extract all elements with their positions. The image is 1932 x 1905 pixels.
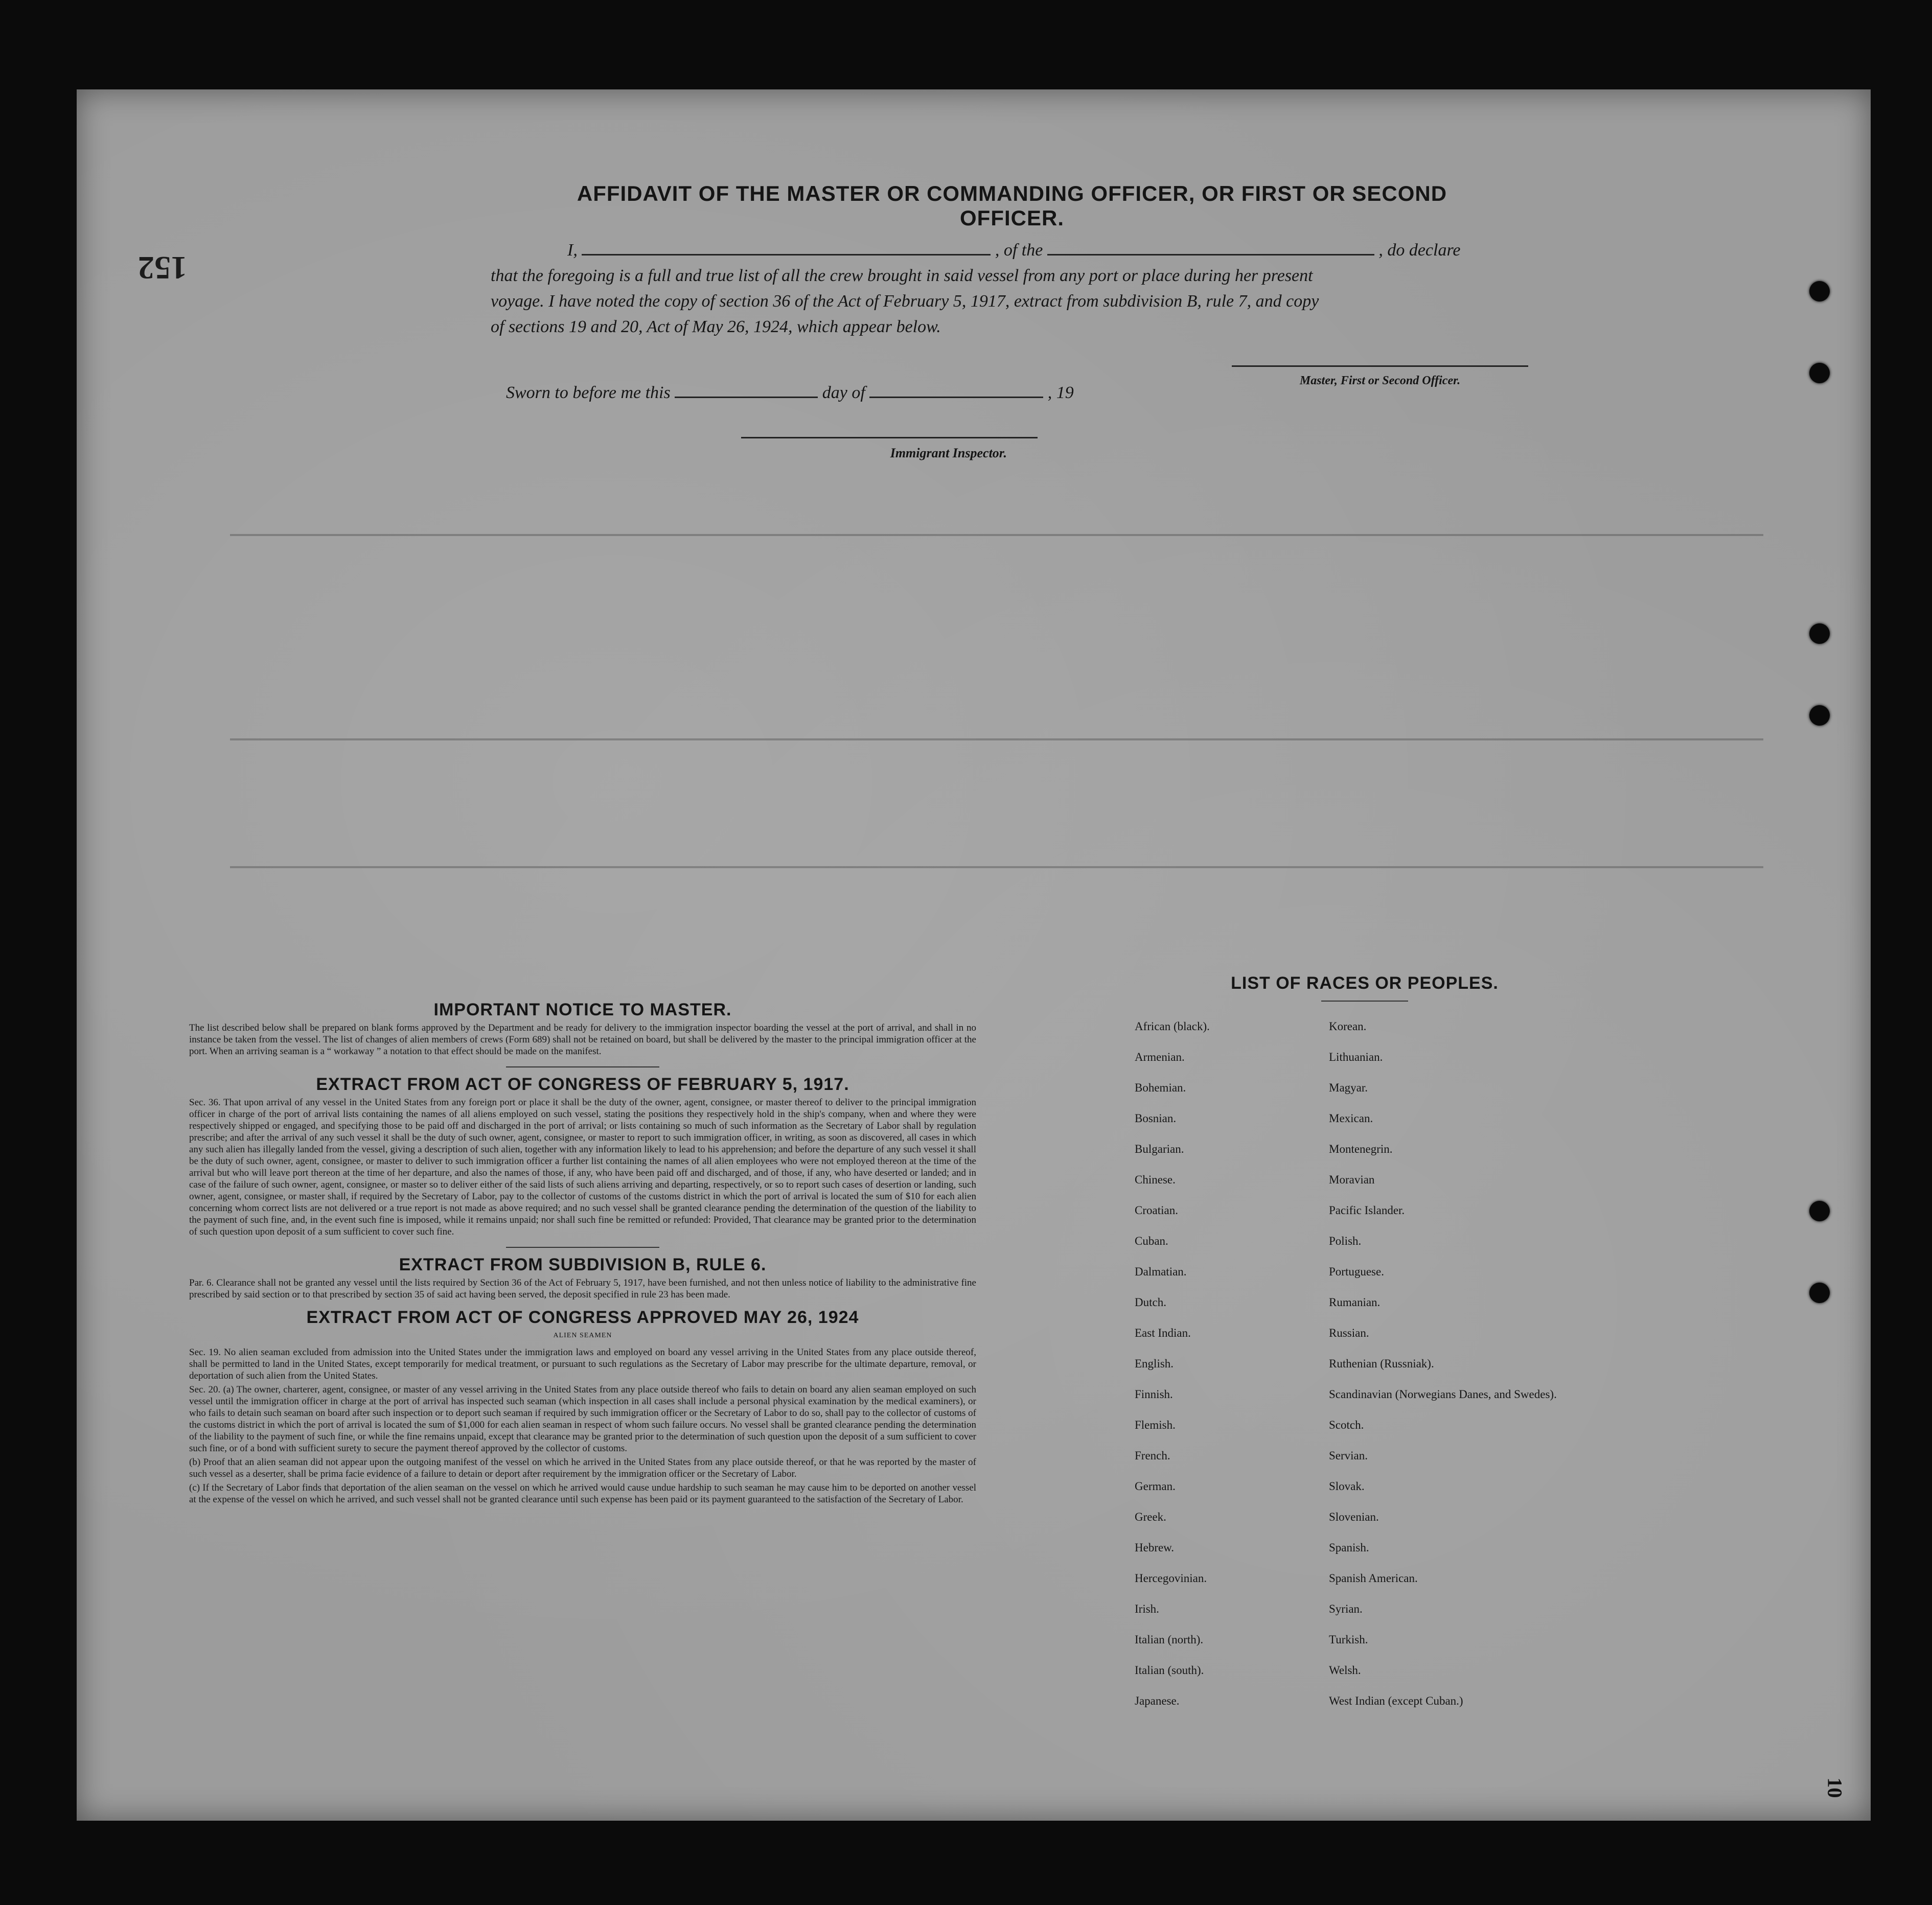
extract-1924-sec20a: Sec. 20. (a) The owner, charterer, agent, consignee, or master of any vessel arriving in the United States from any place outside thereof who fails to detain on board any alien seaman employed on such vessel until the immigration officer in charge at the port of arrival has inspected such seaman (which inspection in all cases shall include a personal physical examination by the medical examiners), or who fails to detain such seaman on board after such inspection or to deport such seaman if required by such immigration officer or the Secretary of Labor to do so, shall pay to the collector of customs of the customs district in which the port of arrival is located the sum of $1,000 for each alien seaman in respect of whom such failure occurs. No vessel shall be granted clearance pending the determination of the liability to the payment of such fine, or while the fine remains unpaid, except that clearance may be granted prior to the determination of such question upon the deposit of a sum sufficient to cover such fine, or of a bond with sufficient surety to secure the payment thereof approved by the collector of customs. <box>189 1384 976 1454</box>
extract-1917-title: EXTRACT FROM ACT OF CONGRESS OF FEBRUARY 5, 1917. <box>316 1075 849 1094</box>
affidavit-title: AFFIDAVIT OF THE MASTER OR COMMANDING OFFICER, OR FIRST OR SECOND OFFICER. <box>577 181 1447 230</box>
extract-rule6-title: EXTRACT FROM SUBDIVISION B, RULE 6. <box>399 1255 767 1274</box>
race-item: Pacific Islander. <box>1329 1204 1405 1217</box>
race-item: Japanese. <box>1135 1694 1180 1707</box>
race-item: Russian. <box>1329 1327 1369 1339</box>
race-item: Lithuanian. <box>1329 1051 1383 1063</box>
races-rule <box>1321 1001 1408 1002</box>
extract-1917-body: Sec. 36. That upon arrival of any vessel in the United States from any foreign port or place it shall be the duty of the owner, agent, consignee, or master thereof to deliver to the principal immigration officer in charge of the port of arrival lists containing the names of all aliens employed on such vessel, stating the positions they respectively hold in the ship's company, when and where they were respectively shipped or engaged, and specifying those to be paid off and discharged in the port of arrival; or lists containing so much of such information as the Secretary of Labor shall by regulation prescribe; and after the arrival of any such vessel it shall be the duty of such owner, agent, consignee, or master to report to such immigration officer, in writing, as soon as discovered, all cases in which any such alien has illegally landed from the vessel, giving a description of such alien, together with any information likely to lead to his apprehension; and before the departure of any such vessel it shall be the duty of such owner, agent, consignee, or master to deliver to such immigration officer a further list containing the names of all alien employees who were not employed thereon at the time of the arrival but who will leave port thereon at the time of her departure, and also the names of those, if any, who have been paid off and discharged, and of those, if any, who have deserted or landed; and in case of the failure of such owner, agent, consignee, or master so to deliver either of the said lists of such aliens arriving and departing, respectively, or so to report such cases of desertion or landing, such owner, agent, consignee, or master shall, if required by the Secretary of Labor, pay to the collector of customs of the customs district in which the port of arrival is located the sum of $10 for each alien concerning whom correct lists are not delivered or a true report is not made as above required; and no such vessel shall be granted clearance pending the determination of the question of the liability to the payment of such fine, and, in the event such fine is imposed, while it remains unpaid; nor shall such fine be remitted or refunded: Provided, That clearance may be granted prior to the determination of such question upon deposit of a sum sufficient to cover such fine. <box>189 1097 976 1237</box>
affidavit-of-the: , of the <box>995 241 1043 260</box>
race-item: Montenegrin. <box>1329 1143 1393 1155</box>
affidavit-i: I, <box>567 241 578 260</box>
sworn-day-of: day of <box>822 383 865 402</box>
master-signature <box>1232 355 1528 388</box>
race-item: English. <box>1135 1357 1174 1370</box>
race-item: Portuguese. <box>1329 1265 1384 1278</box>
race-item: Armenian. <box>1135 1051 1185 1063</box>
punch-hole <box>1809 1201 1830 1221</box>
notice-body: The list described below shall be prepared on blank forms approved by the Department and be ready for delivery to the immigration inspector boarding the vessel at the port of arrival, and shall in no instance be taken from the vessel. The list of changes of alien members of crews (Form 689) shall not be retained on board, but shall be delivered by the master to the principal immigration officer at the port. When an arriving seaman is a “ workaway ” a notation to that effect should be made on the manifest. <box>189 1023 976 1057</box>
races-title: LIST OF RACES OR PEOPLES. <box>1231 973 1499 993</box>
affidavit-line-3: voyage. I have noted the copy of section 36 of the Act of February 5, 1917, extract from subdivision B, rule 7, and copy <box>491 292 1319 311</box>
race-item: Cuban. <box>1135 1235 1168 1247</box>
race-item: Rumanian. <box>1329 1296 1381 1309</box>
race-item: Syrian. <box>1329 1602 1363 1615</box>
affidavit-declare: , do declare <box>1378 241 1461 260</box>
affidavit-body <box>491 238 1492 340</box>
race-item: Scotch. <box>1329 1419 1364 1431</box>
race-item: Turkish. <box>1329 1633 1368 1646</box>
affidavit-line-1 <box>491 238 1492 263</box>
race-item: Korean. <box>1329 1020 1367 1033</box>
race-item: Hercegovinian. <box>1135 1572 1207 1585</box>
race-item: Greek. <box>1135 1511 1166 1523</box>
name-blank[interactable] <box>582 254 991 255</box>
race-item: German. <box>1135 1480 1176 1493</box>
race-item: African (black). <box>1135 1020 1210 1033</box>
race-item: French. <box>1135 1449 1170 1462</box>
inspector-signature-line[interactable] <box>741 427 1038 438</box>
notice-title: IMPORTANT NOTICE TO MASTER. <box>433 1000 732 1019</box>
race-item: Dutch. <box>1135 1296 1166 1309</box>
extract-1924-title: EXTRACT FROM ACT OF CONGRESS APPROVED MAY 26, 1924 <box>306 1308 859 1327</box>
race-item: Irish. <box>1135 1602 1159 1615</box>
race-item: Bohemian. <box>1135 1081 1186 1094</box>
sworn-month-blank[interactable] <box>869 397 1043 398</box>
sworn-prefix: Sworn to before me this <box>506 383 671 402</box>
margin-number: 10 <box>1823 1777 1847 1798</box>
race-item: Finnish. <box>1135 1388 1173 1401</box>
race-item: Magyar. <box>1329 1081 1368 1094</box>
document-page <box>77 89 1871 1821</box>
race-item: Italian (north). <box>1135 1633 1204 1646</box>
punch-hole <box>1809 281 1830 301</box>
master-signature-line[interactable] <box>1232 355 1528 367</box>
sworn-line <box>506 383 1074 403</box>
race-item: Dalmatian. <box>1135 1265 1187 1278</box>
inspector-signature <box>741 427 1038 461</box>
punch-hole <box>1809 705 1830 726</box>
race-item: Flemish. <box>1135 1419 1176 1431</box>
sworn-day-blank[interactable] <box>675 397 818 398</box>
legal-notices <box>189 1000 976 1507</box>
inspector-signature-label: Immigrant Inspector. <box>890 446 1007 460</box>
extract-1924-sec20b: (b) Proof that an alien seaman did not appear upon the outgoing manifest of the vessel on which he arrived in the United States from any place outside thereof, or that he was reported by the master of such vessel as a deserter, shall be prima facie evidence of a failure to detain or deport after requirement by the immigration officer or the Secretary of Labor. <box>189 1457 976 1479</box>
sworn-year: , 19 <box>1047 383 1074 402</box>
race-item: Ruthenian (Russniak). <box>1329 1357 1434 1370</box>
race-item: Hebrew. <box>1135 1541 1175 1554</box>
race-item: East Indian. <box>1135 1327 1191 1339</box>
race-item: West Indian (except Cuban.) <box>1329 1694 1463 1707</box>
divider <box>506 1066 659 1067</box>
races-list <box>1135 973 1595 1725</box>
punch-hole <box>1809 1283 1830 1303</box>
punch-hole <box>1809 623 1830 644</box>
race-item: Scandinavian (Norwegians Danes, and Swedes). <box>1329 1388 1557 1401</box>
race-item: Bulgarian. <box>1135 1143 1184 1155</box>
race-item: Servian. <box>1329 1449 1368 1462</box>
affidavit-line-2: that the foregoing is a full and true list of all the crew brought in said vessel from any port or place during her present <box>491 266 1313 285</box>
race-item: Spanish American. <box>1329 1572 1418 1585</box>
race-item: Spanish. <box>1329 1541 1369 1554</box>
race-item: Chinese. <box>1135 1173 1176 1186</box>
extract-rule6-body: Par. 6. Clearance shall not be granted any vessel until the lists required by Section 36 of the Act of February 5, 1917, have been furnished, and not then unless notice of liability to the administrative fine prescribed by said section or to that prescribed by section 35 of said act having been served, the deposit specified in rule 23 has been made. <box>189 1277 976 1300</box>
divider <box>506 1247 659 1248</box>
race-item: Slovenian. <box>1329 1511 1379 1523</box>
punch-hole <box>1809 363 1830 383</box>
race-item: Croatian. <box>1135 1204 1178 1217</box>
race-item: Mexican. <box>1329 1112 1373 1125</box>
extract-1924-sec20c: (c) If the Secretary of Labor finds that deportation of the alien seaman on the vessel on which he arrived would cause undue hardship to such seaman he may cause him to be deported on another vessel at the expense of the vessel on which he arrived, and such vessel shall not be granted clearance until such expense has been paid or its payment guaranteed to the satisfaction of the Secretary of Labor. <box>189 1482 976 1505</box>
extract-1924-subtitle: ALIEN SEAMEN <box>553 1332 612 1339</box>
bleed-through-ghost <box>77 89 1871 1821</box>
race-item: Slovak. <box>1329 1480 1365 1493</box>
extract-1924-sec19: Sec. 19. No alien seaman excluded from admission into the United States under the immigration laws and employed on board any vessel arriving in the United States from any place outside thereof, shall be permitted to land in the United States, except temporarily for medical treatment, or pursuant to such regulations as the Secretary of Labor may prescribe for the ultimate departure, removal, or deportation of such alien from the United States. <box>189 1347 976 1381</box>
vessel-blank[interactable] <box>1047 254 1374 255</box>
affidavit-line-4: of sections 19 and 20, Act of May 26, 1924, which appear below. <box>491 317 941 336</box>
race-item: Italian (south). <box>1135 1664 1204 1677</box>
races-grid <box>1135 1020 1595 1725</box>
race-item: Moravian <box>1329 1173 1375 1186</box>
race-item: Polish. <box>1329 1235 1362 1247</box>
race-item: Welsh. <box>1329 1664 1361 1677</box>
race-item: Bosnian. <box>1135 1112 1177 1125</box>
page-number: 152 <box>138 250 187 286</box>
master-signature-label: Master, First or Second Officer. <box>1299 374 1461 387</box>
